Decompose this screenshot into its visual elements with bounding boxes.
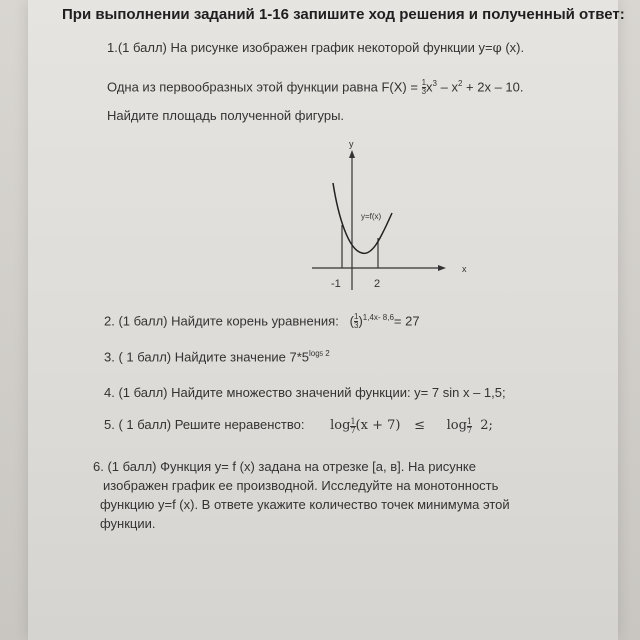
log-argument: 2 (323, 349, 330, 358)
page-title: При выполнении заданий 1-16 запишите ход решения и полученный ответ: (62, 6, 625, 23)
fraction-denominator: 7 (350, 425, 356, 435)
task-2-text: 2. (1 балл) Найдите корень уравнения: (104, 313, 339, 329)
cube-base: x (426, 79, 433, 95)
task-6-line-1: 6. (1 балл) Функция y= f (x) задана на отрезке [a, в]. На рисунке (93, 459, 476, 474)
task-1-line-3: Найдите площадь полученной фигуры. (107, 108, 345, 123)
inequality-relation: ≤ (414, 418, 425, 433)
task-2-exponent: 1,4x- 8,6 (362, 313, 394, 322)
task-1-text-prefix: 1.(1 балл) На рисунке изображен график некоторой функции y= (107, 40, 493, 55)
x-axis-label: x (462, 264, 467, 274)
fraction-numerator: 1 (350, 416, 356, 426)
task-2-line: 2. (1 балл) Найдите корень уравнения: ( $\frac{1}{3}$ )$^{1,4x- 8,6}$= 27 (104, 312, 420, 331)
fraction-numerator: 1 (353, 312, 359, 322)
cube-exponent: 3 (432, 79, 437, 88)
task-1-text-suffix: (x). (501, 40, 525, 55)
rhs-log-base (467, 418, 472, 435)
task-3-line (104, 349, 330, 364)
task-4-line: 4. (1 балл) Найдите множество значений функции: y= 7 sin x – 1,5; (104, 385, 506, 400)
square-exponent: 2 (457, 79, 463, 88)
fraction-denominator: 3 (421, 87, 427, 97)
rhs-argument: 2; (480, 418, 493, 433)
task-3-text: 3. ( 1 балл) Найдите значение 7*5 (104, 349, 309, 365)
fraction-numerator: 1 (421, 78, 427, 88)
antiderivative-label: Одна из первообразных этой функции равна F(X) = (107, 79, 418, 95)
task-3-exponent (309, 349, 330, 358)
antiderivative-tail: + 2x – 10. (462, 79, 524, 95)
task-2-base-fraction (354, 313, 358, 330)
task-6-line-3: функцию y=f (x). В ответе укажите количество точек минимума этой (100, 497, 510, 512)
fraction-denominator: 7 (466, 425, 472, 435)
inequality-lhs (330, 418, 400, 433)
square-term: – x (437, 79, 458, 95)
lhs-log-word: log (330, 418, 351, 433)
rhs-log-word: log (446, 418, 467, 433)
inequality-rhs (447, 418, 493, 433)
lhs-argument: (x + 7) (355, 418, 401, 433)
log-base: 5 (319, 352, 324, 358)
tick-label-right: 2 (374, 278, 381, 290)
fraction-numerator: 1 (466, 416, 472, 426)
x-axis-arrow (438, 265, 446, 271)
log-word: log (309, 349, 320, 358)
task-1-phi: φ (492, 41, 502, 56)
y-axis-label: y (349, 139, 354, 149)
curve-label: y=f(x) (361, 212, 382, 221)
task-6-line-4: функции. (100, 516, 156, 531)
task-6-line-2: изображен график ее производной. Исследуйте на монотонность (103, 478, 499, 493)
task-2-rhs: = 27 (393, 313, 420, 329)
task-5-text: 5. ( 1 балл) Решите неравенство: (104, 417, 305, 432)
fraction-denominator: 3 (353, 321, 359, 331)
y-axis-arrow (349, 150, 355, 158)
tick-label-left: -1 (331, 278, 341, 290)
task-5-line (104, 417, 493, 435)
